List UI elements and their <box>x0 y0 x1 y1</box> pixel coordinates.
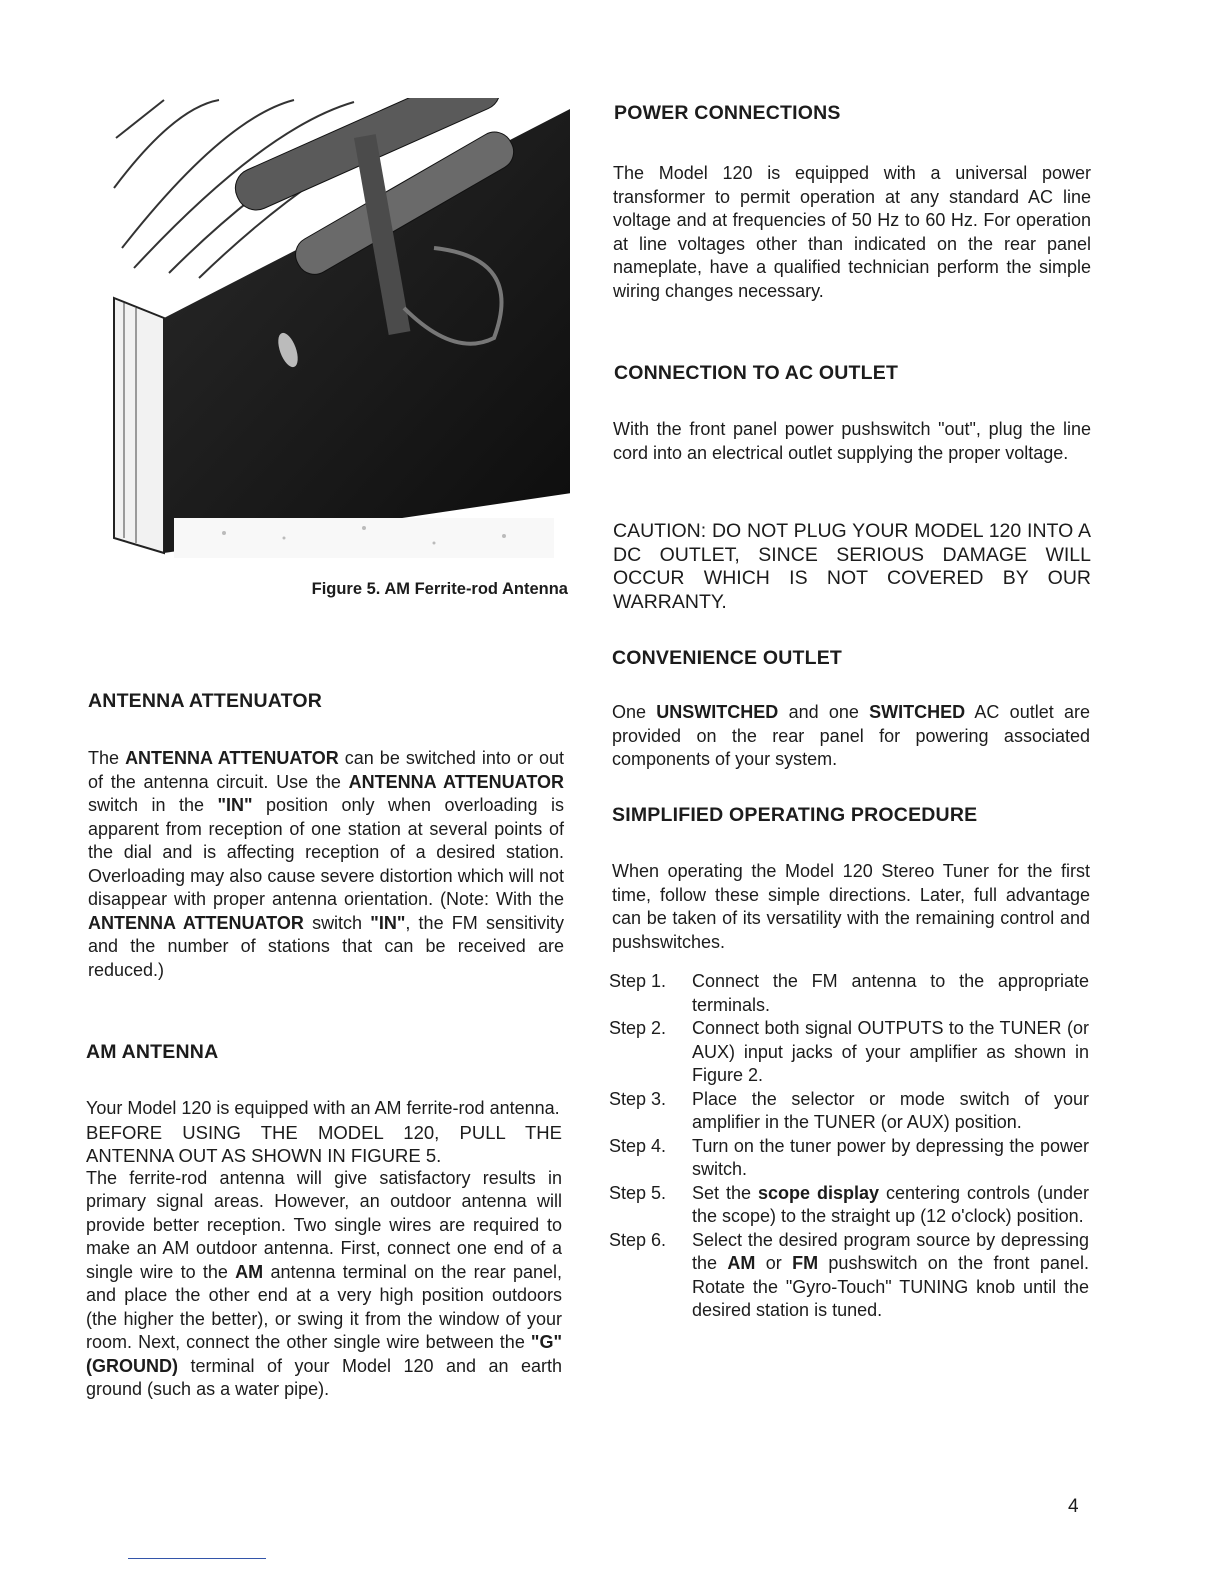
am-antenna-intro: Your Model 120 is equipped with an AM ferrite-rod antenna. <box>86 1098 560 1118</box>
step-6: Step 6. Select the desired program source by depressing the AM or FM pushswitch on the front panel. Rotate the "Gyro-Touch" TUNING knob until the desired station is tuned. <box>609 1229 1089 1320</box>
am-antenna-body <box>86 1097 562 1402</box>
power-connections-heading: POWER CONNECTIONS <box>614 102 841 124</box>
ac-outlet-caution: CAUTION: DO NOT PLUG YOUR MODEL 120 INTO A DC OUTLET, SINCE SERIOUS DAMAGE WILL OCCUR WHICH IS NOT COVERED BY OUR WARRANTY. <box>613 520 1091 613</box>
procedure-heading: SIMPLIFIED OPERATING PROCEDURE <box>612 804 978 826</box>
am-antenna-instruction: BEFORE USING THE MODEL 120, PULL THE ANTENNA OUT AS SHOWN IN FIGURE 5. <box>86 1121 562 1166</box>
procedure-intro: When operating the Model 120 Stereo Tuner for the first time, follow these simple directions. Later, full advantage can be taken of its versatility with the remaining control and pushswitches. <box>612 861 1090 952</box>
am-antenna-details: The ferrite-rod antenna will give satisfactory results in primary signal areas. However, an outdoor antenna will provide better reception. Two single wires are required to make an AM outdoor antenna. First, connect one end of a single wire to the AM antenna terminal on the rear panel, and place the other end at a very high position outdoors (the higher the better), or swing it from the window of your room. Next, connect the other single wire between the "G" (GROUND) terminal of your Model 120 and an earth ground (such as a water pipe). <box>86 1167 562 1399</box>
ac-outlet-body: With the front panel power pushswitch "out", plug the line cord into an electrical outlet supplying the proper voltage. <box>613 419 1091 463</box>
ferrite-rod-antenna-illustration <box>104 98 570 558</box>
power-connections-body: The Model 120 is equipped with a universal power transformer to permit operation at any standard AC line voltage and at frequencies of 50 Hz to 60 Hz. For operation at line voltages other than indicated on the rear panel nameplate, have a qualified technician perform the simple wiring changes necessary. <box>613 163 1091 301</box>
step-5: Step 5. Set the scope display centering controls (under the scope) to the straight up (12 o'clock) position. <box>609 1182 1089 1226</box>
antenna-attenuator-section <box>88 690 566 713</box>
figure-caption: Figure 5. AM Ferrite-rod Antenna <box>311 580 568 598</box>
step-4: Step 4. Turn on the tuner power by depressing the power switch. <box>609 1135 1089 1179</box>
step-1: Step 1. Connect the FM antenna to the appropriate terminals. <box>609 971 1089 1015</box>
footer-rule <box>128 1558 266 1559</box>
step-3: Step 3. Place the selector or mode switch of your amplifier in the TUNER (or AUX) position. <box>609 1088 1089 1132</box>
antenna-attenuator-paragraph: The ANTENNA ATTENUATOR can be switched into or out of the antenna circuit. Use the ANTENNA ATTENUATOR switch in the "IN" position only when overloading is apparent from reception of one station at several points of the dial and is affecting reception of a desired station. Overloading may also cause severe distortion which will not disappear with proper antenna orientation. (Note: With the ANTENNA ATTENUATOR switch "IN", the FM sensitivity and the number of stations that can be received are reduced.) <box>88 748 564 980</box>
ac-outlet-heading: CONNECTION TO AC OUTLET <box>614 362 899 384</box>
am-antenna-heading: AM ANTENNA <box>86 1041 219 1063</box>
step-2: Step 2. Connect both signal OUTPUTS to the TUNER (or AUX) input jacks of your amplifier as shown in Figure 2. <box>609 1018 1089 1085</box>
convenience-outlet-body: One UNSWITCHED and one SWITCHED AC outlet are provided on the rear panel for powering associated components of your system. <box>612 702 1090 769</box>
procedure-steps <box>609 970 1089 1323</box>
convenience-outlet-heading: CONVENIENCE OUTLET <box>612 647 843 669</box>
page-number: 4 <box>1068 1496 1079 1517</box>
antenna-attenuator-heading: ANTENNA ATTENUATOR <box>88 690 322 712</box>
